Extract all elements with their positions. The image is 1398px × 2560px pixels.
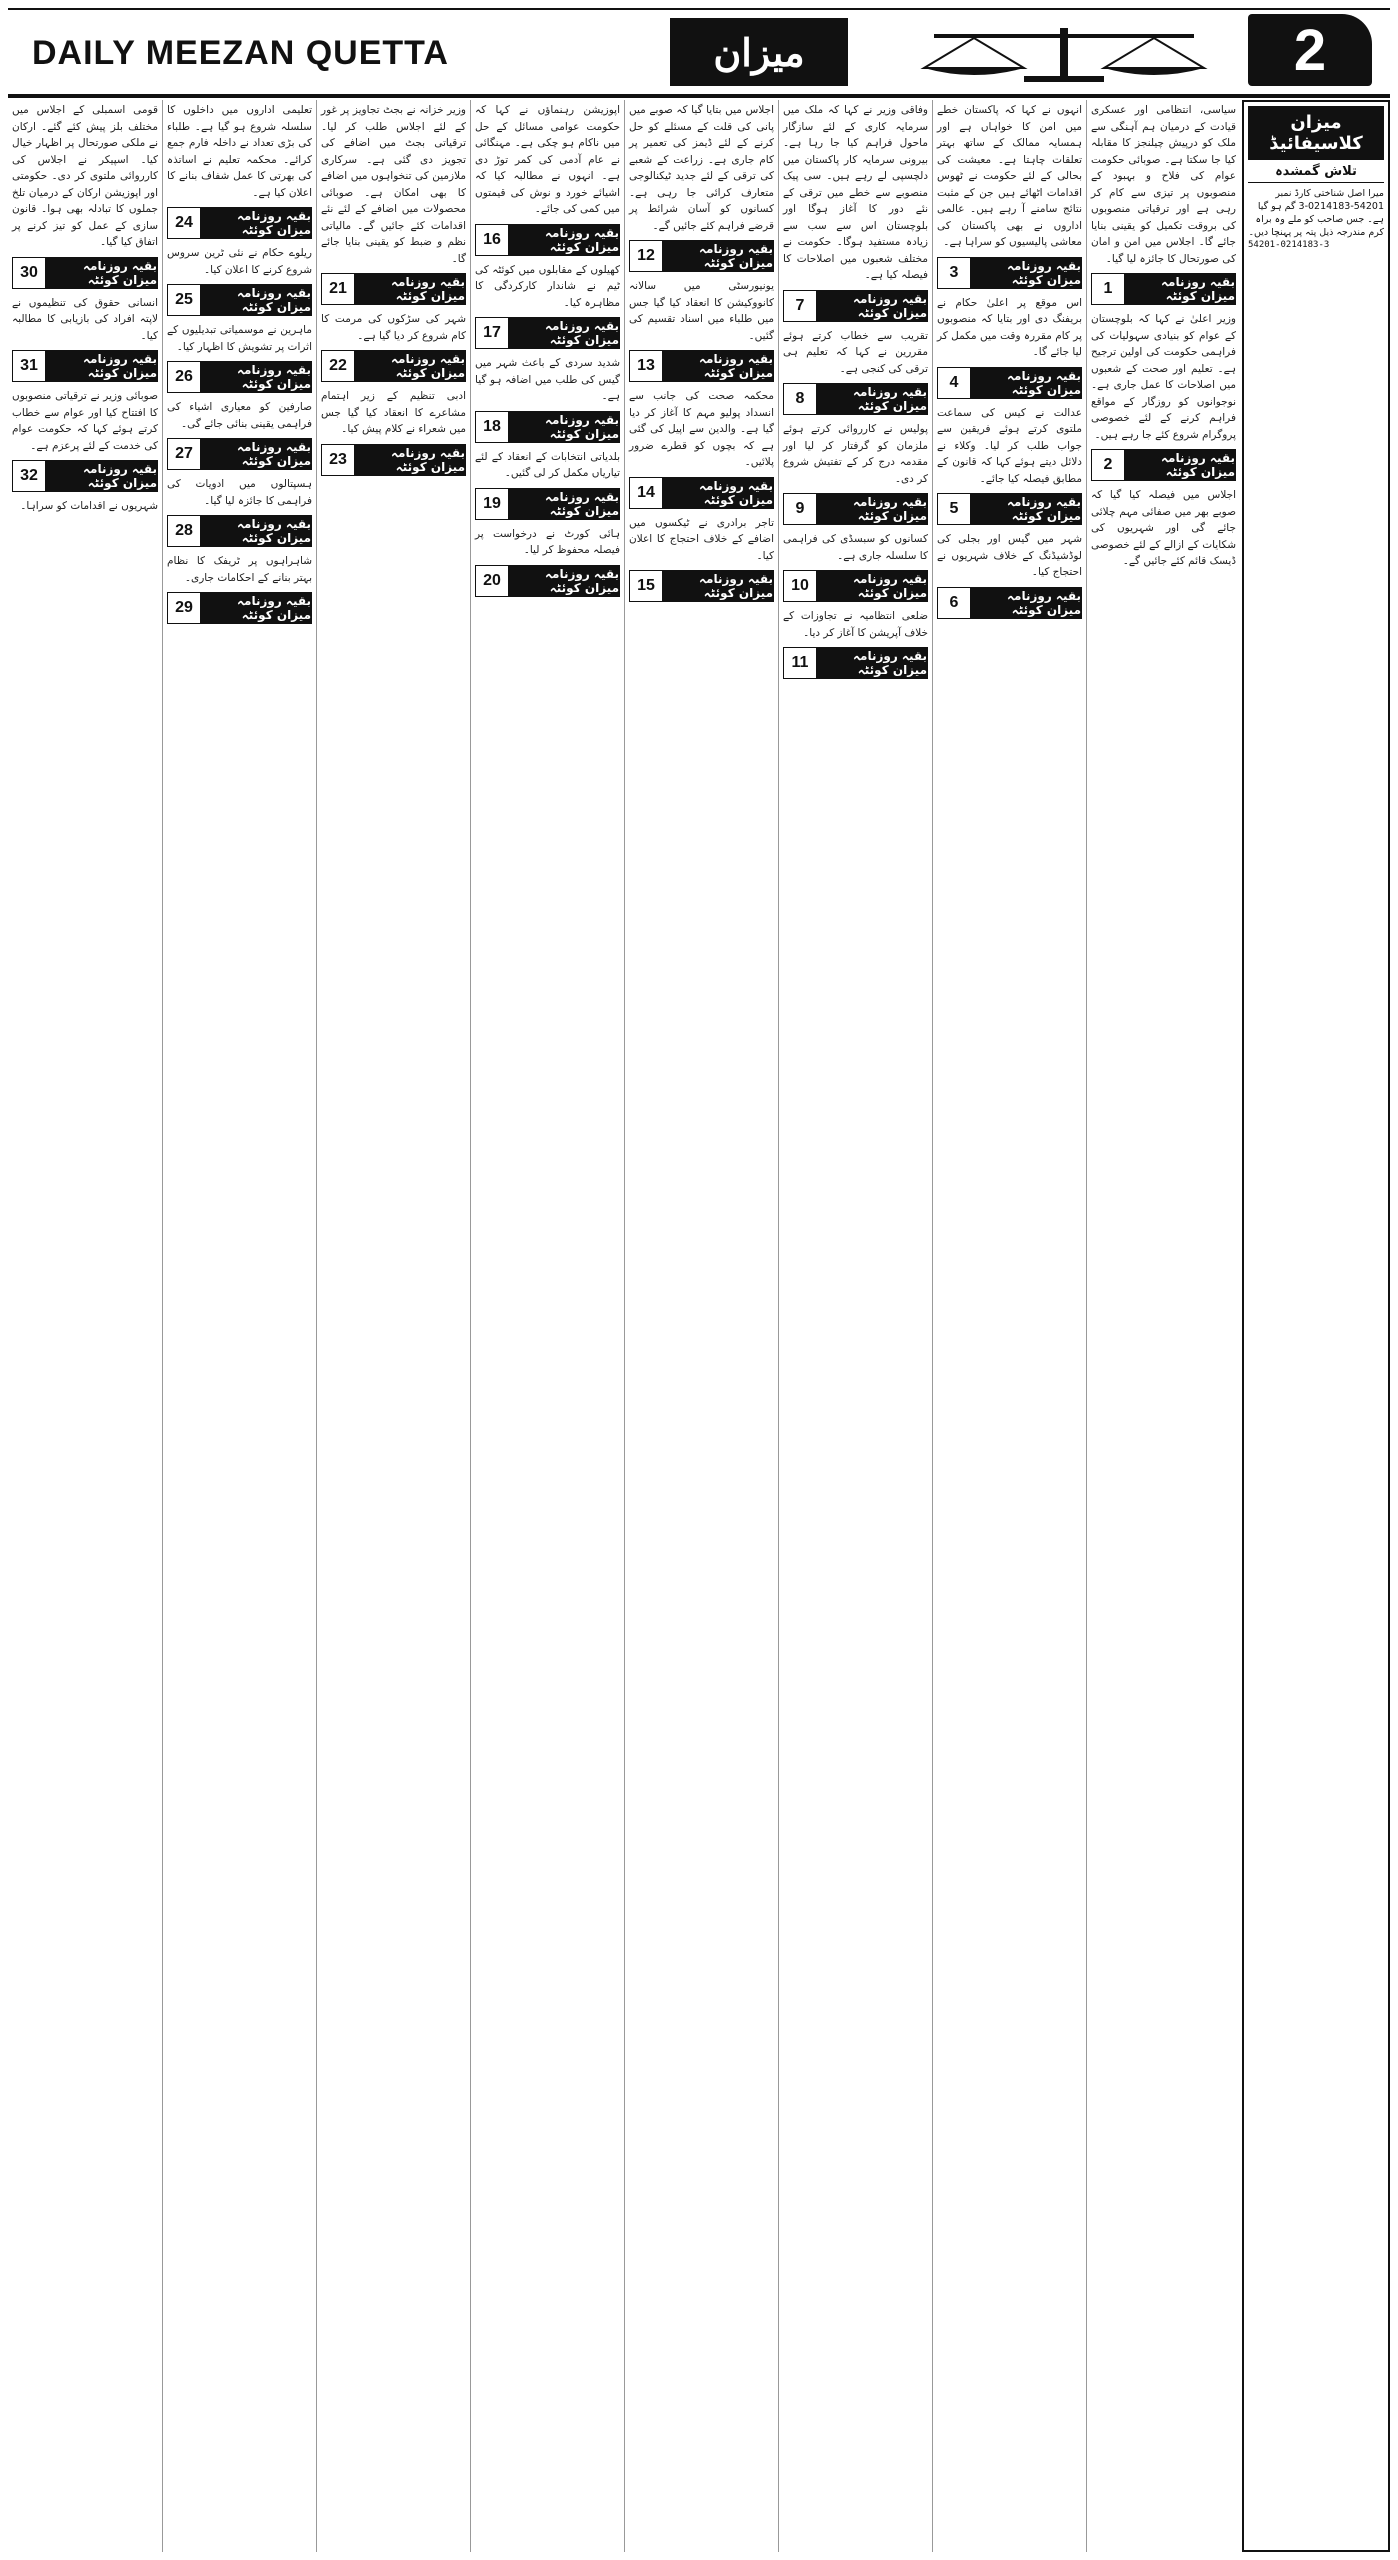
continuation-label: بقیہ روزنامہ میزان کوئٹہ	[509, 225, 619, 255]
article-text: ریلوے حکام نے نئی ٹرین سروس شروع کرنے کا اعلان کیا۔	[167, 247, 312, 276]
continuation-label: بقیہ روزنامہ میزان کوئٹہ	[971, 258, 1081, 288]
continuation-number: 21	[322, 274, 355, 304]
continuation-header	[167, 361, 312, 393]
continuation-header	[475, 224, 620, 256]
continuation-header	[475, 317, 620, 349]
continuation-label: بقیہ روزنامہ میزان کوئٹہ	[663, 351, 773, 381]
continuation-label: بقیہ روزنامہ میزان کوئٹہ	[201, 362, 311, 392]
continuation-number: 15	[630, 571, 663, 601]
classified-ad-text: میرا اصل شناختی کارڈ نمبر 54201-0214183-3 گم ہو گیا ہے۔ جس صاحب کو ملے وہ براہ کرم مندرجہ ذیل پتہ پر پہنچا دیں۔	[1248, 188, 1384, 238]
continuation-label: بقیہ روزنامہ میزان کوئٹہ	[663, 571, 773, 601]
article-text: سیاسی، انتظامی اور عسکری قیادت کے درمیان ہم آہنگی سے ملک کو درپیش چیلنجز کا مقابلہ کیا جا سکتا ہے۔ صوبائی حکومت عوام کی فلاح و بہبود کے منصوبوں پر تیزی سے کام کر رہی ہے اور ترقیاتی منصوبوں کی بروقت تکمیل کو یقینی بنایا جائے گا۔ اجلاس میں امن و امان کی صورتحال کا جائزہ لیا گیا۔	[1091, 104, 1236, 265]
article-text: شہریوں نے اقدامات کو سراہا۔	[20, 500, 158, 512]
continuation-header	[167, 207, 312, 239]
classified-phone: 54201-0214183-3	[1248, 240, 1330, 250]
classified-subtitle: تلاش گمشدہ	[1248, 164, 1384, 183]
continuation-number: 17	[476, 318, 509, 348]
article-text: ضلعی انتظامیہ نے تجاوزات کے خلاف آپریشن کا آغاز کر دیا۔	[783, 610, 928, 639]
continuation-label: بقیہ روزنامہ میزان کوئٹہ	[817, 648, 927, 678]
masthead	[8, 8, 1390, 98]
continuation-header	[783, 570, 928, 602]
continuation-header	[783, 493, 928, 525]
continuation-label: بقیہ روزنامہ میزان کوئٹہ	[201, 285, 311, 315]
continuation-number: 20	[476, 566, 509, 596]
article-text: تعلیمی اداروں میں داخلوں کا سلسلہ شروع ہو گیا ہے۔ طلباء کی بڑی تعداد نے داخلہ فارم جمع کرائے۔ محکمہ تعلیم نے اساتذہ کی بھرتی کا عمل شفاف بنانے کا اعلان کیا ہے۔	[167, 104, 312, 199]
article-text: محکمہ صحت کی جانب سے انسداد پولیو مہم کا آغاز کر دیا گیا ہے۔ والدین سے اپیل کی گئی ہے کہ بچوں کو قطرے ضرور پلائیں۔	[629, 390, 774, 468]
scale-of-justice-icon	[914, 24, 1214, 84]
continuation-number: 25	[168, 285, 201, 315]
continuation-number: 13	[630, 351, 663, 381]
classified-column	[1242, 100, 1390, 2552]
continuation-header	[1091, 449, 1236, 481]
continuation-label: بقیہ روزنامہ میزان کوئٹہ	[1125, 450, 1235, 480]
article-text: شاہراہوں پر ٹریفک کا نظام بہتر بنانے کے احکامات جاری۔	[167, 555, 312, 584]
article-text: یونیورسٹی میں سالانہ کانووکیشن کا انعقاد کیا گیا جس میں طلباء میں اسناد تقسیم کی گئیں۔	[629, 280, 774, 342]
page-number: 2	[1248, 14, 1372, 86]
continuation-header	[783, 383, 928, 415]
continuation-number: 27	[168, 439, 201, 469]
article-text: وزیر خزانہ نے بجٹ تجاویز پر غور کے لئے اجلاس طلب کر لیا۔ ترقیاتی بجٹ میں اضافے کی تجویز دی گئی ہے۔ سرکاری ملازمین کی تنخواہوں میں اضافے کا بھی امکان ہے۔ صوبائی محصولات میں اضافے کے لئے نئے اقدامات کئے جائیں گے۔ مالیاتی نظم و ضبط کو یقینی بنایا جائے گا۔	[321, 104, 466, 265]
article-text: ماہرین نے موسمیاتی تبدیلیوں کے اثرات پر تشویش کا اظہار کیا۔	[167, 324, 312, 353]
text-column-6	[316, 100, 470, 2552]
article-text: شہر کی سڑکوں کی مرمت کا کام شروع کر دیا گیا ہے۔	[321, 313, 466, 342]
continuation-number: 1	[1092, 274, 1125, 304]
continuation-label: بقیہ روزنامہ میزان کوئٹہ	[817, 384, 927, 414]
continuation-label: بقیہ روزنامہ میزان کوئٹہ	[663, 478, 773, 508]
article-text: ہائی کورٹ نے درخواست پر فیصلہ محفوظ کر لیا۔	[475, 527, 620, 556]
continuation-number: 14	[630, 478, 663, 508]
continuation-label: بقیہ روزنامہ میزان کوئٹہ	[509, 566, 619, 596]
article-text: قومی اسمبلی کے اجلاس میں مختلف بلز پیش کئے گئے۔ ارکان نے ملکی صورتحال پر اظہار خیال کیا۔ اسپیکر نے اجلاس کی کارروائی ملتوی کر دی۔ حکومتی اور اپوزیشن ارکان کے درمیان تلخ جملوں کا تبادلہ بھی ہوا۔ قانون سازی کے عمل کو تیز کرنے پر اتفاق کیا گیا۔	[12, 104, 158, 248]
continuation-number: 19	[476, 489, 509, 519]
continuation-header	[12, 460, 158, 492]
continuation-header	[475, 488, 620, 520]
continuation-header	[475, 565, 620, 597]
article-text: صارفین کو معیاری اشیاء کی فراہمی یقینی بنائی جائے گی۔	[167, 401, 312, 430]
text-column-5	[470, 100, 624, 2552]
article-text: کھیلوں کے مقابلوں میں کوئٹہ کی ٹیم نے شاندار کارکردگی کا مظاہرہ کیا۔	[475, 263, 620, 309]
text-column-4	[624, 100, 778, 2552]
continuation-number: 10	[784, 571, 817, 601]
continuation-header	[167, 438, 312, 470]
article-text: اس موقع پر اعلیٰ حکام نے بریفنگ دی اور بتایا کہ منصوبوں پر کام مقررہ وقت میں مکمل کر لیا جائے گا۔	[937, 296, 1082, 358]
continuation-label: بقیہ روزنامہ میزان کوئٹہ	[201, 593, 311, 623]
continuation-label: بقیہ روزنامہ میزان کوئٹہ	[971, 494, 1081, 524]
continuation-number: 24	[168, 208, 201, 238]
continuation-header	[321, 444, 466, 476]
continuation-number: 9	[784, 494, 817, 524]
urdu-logo: میزان	[670, 18, 848, 86]
article-text: اجلاس میں بتایا گیا کہ صوبے میں پانی کی قلت کے مسئلے کو حل کرنے کے لئے ڈیمز کی تعمیر پر کام جاری ہے۔ زراعت کے شعبے کی ترقی کے لئے جدید ٹیکنالوجی متعارف کرائی جا رہی ہے۔ کسانوں کو آسان شرائط پر قرضے فراہم کئے جائیں گے۔	[629, 104, 774, 232]
continuation-number: 31	[13, 351, 46, 381]
continuation-header	[937, 587, 1082, 619]
continuation-label: بقیہ روزنامہ میزان کوئٹہ	[46, 258, 157, 288]
continuation-label: بقیہ روزنامہ میزان کوئٹہ	[971, 588, 1081, 618]
continuation-header	[12, 257, 158, 289]
english-title: DAILY MEEZAN QUETTA	[32, 34, 449, 72]
article-text: کسانوں کو سبسڈی کی فراہمی کا سلسلہ جاری ہے۔	[783, 533, 928, 562]
text-column-7	[162, 100, 316, 2552]
continuation-number: 30	[13, 258, 46, 288]
continuation-label: بقیہ روزنامہ میزان کوئٹہ	[201, 439, 311, 469]
article-text: اجلاس میں فیصلہ کیا گیا کہ صوبے بھر میں صفائی مہم چلائی جائے گی اور شہریوں کی شکایات کے ازالے کے لئے خصوصی ڈیسک قائم کئے جائیں گے۔	[1091, 489, 1236, 567]
continuation-number: 32	[13, 461, 46, 491]
continuation-label: بقیہ روزنامہ میزان کوئٹہ	[509, 489, 619, 519]
continuation-number: 26	[168, 362, 201, 392]
continuation-label: بقیہ روزنامہ میزان کوئٹہ	[46, 461, 157, 491]
article-text: وفاقی وزیر نے کہا کہ ملک میں سرمایہ کاری کے لئے سازگار ماحول فراہم کیا جا رہا ہے۔ بیرونی سرمایہ کار پاکستان میں دلچسپی لے رہے ہیں۔ سی پیک منصوبے سے خطے میں ترقی کے نئے دور کا آغاز ہوگا اور بلوچستان اس سے سب سے زیادہ مستفید ہوگا۔ حکومت نے مختلف شعبوں میں اصلاحات کا فیصلہ کیا ہے۔	[783, 104, 928, 281]
continuation-header	[167, 515, 312, 547]
continuation-number: 7	[784, 291, 817, 321]
continuation-label: بقیہ روزنامہ میزان کوئٹہ	[817, 571, 927, 601]
continuation-number: 22	[322, 351, 355, 381]
continuation-header	[629, 350, 774, 382]
continuation-number: 5	[938, 494, 971, 524]
continuation-label: بقیہ روزنامہ میزان کوئٹہ	[817, 494, 927, 524]
continuation-number: 12	[630, 241, 663, 271]
continuation-header	[475, 411, 620, 443]
article-columns	[8, 100, 1390, 2552]
continuation-header	[937, 367, 1082, 399]
text-column-1	[1086, 100, 1240, 2552]
continuation-label: بقیہ روزنامہ میزان کوئٹہ	[509, 412, 619, 442]
article-text: صوبائی وزیر نے ترقیاتی منصوبوں کا افتتاح کیا اور عوام سے خطاب کرتے ہوئے کہا کہ حکومت عوام کی خدمت کے لئے پرعزم ہے۔	[12, 390, 158, 452]
continuation-label: بقیہ روزنامہ میزان کوئٹہ	[355, 274, 465, 304]
continuation-header	[167, 592, 312, 624]
article-text: ہسپتالوں میں ادویات کی فراہمی کا جائزہ لیا گیا۔	[167, 478, 312, 507]
continuation-header	[937, 257, 1082, 289]
continuation-number: 4	[938, 368, 971, 398]
classified-ad	[1248, 187, 1384, 252]
article-text: وزیر اعلیٰ نے کہا کہ بلوچستان کے عوام کو بنیادی سہولیات کی فراہمی حکومت کی اولین ترجیح ہے۔ تعلیم اور صحت کے شعبوں میں اصلاحات کا عمل جاری ہے۔ نوجوانوں کو روزگار کے مواقع فراہم کرنے کے لئے خصوصی پروگرام شروع کئے جا رہے ہیں۔	[1091, 313, 1236, 441]
continuation-label: بقیہ روزنامہ میزان کوئٹہ	[971, 368, 1081, 398]
article-text: اپوزیشن رہنماؤں نے کہا کہ حکومت عوامی مسائل کے حل میں ناکام ہو چکی ہے۔ مہنگائی نے عام آدمی کی کمر توڑ دی ہے۔ انہوں نے مطالبہ کیا کہ اشیائے خورد و نوش کی قیمتوں میں کمی کی جائے۔	[475, 104, 620, 215]
continuation-header	[321, 273, 466, 305]
continuation-header	[321, 350, 466, 382]
article-text: انہوں نے کہا کہ پاکستان خطے میں امن کا خواہاں ہے اور ہمسایہ ممالک کے ساتھ بہتر تعلقات چاہتا ہے۔ معیشت کی بحالی کے لئے حکومت نے ٹھوس اقدامات اٹھائے ہیں جن کے مثبت نتائج سامنے آ رہے ہیں۔ عالمی اداروں نے بھی پاکستان کی معاشی پالیسیوں کو سراہا ہے۔	[937, 104, 1082, 248]
text-column-3	[778, 100, 932, 2552]
article-text: عدالت نے کیس کی سماعت ملتوی کرتے ہوئے فریقین سے جواب طلب کر لیا۔ وکلاء نے دلائل دیتے ہوئے کہا کہ قانون کے مطابق فیصلہ کیا جائے۔	[937, 406, 1082, 485]
continuation-header	[629, 240, 774, 272]
continuation-header	[167, 284, 312, 316]
continuation-number: 18	[476, 412, 509, 442]
continuation-number: 28	[168, 516, 201, 546]
continuation-number: 3	[938, 258, 971, 288]
article-text: بلدیاتی انتخابات کے انعقاد کے لئے تیاریاں مکمل کر لی گئیں۔	[475, 450, 620, 479]
continuation-header	[783, 647, 928, 679]
continuation-label: بقیہ روزنامہ میزان کوئٹہ	[1125, 274, 1235, 304]
continuation-label: بقیہ روزنامہ میزان کوئٹہ	[663, 241, 773, 271]
continuation-label: بقیہ روزنامہ میزان کوئٹہ	[201, 208, 311, 238]
continuation-number: 23	[322, 445, 355, 475]
continuation-header	[629, 477, 774, 509]
continuation-header	[783, 290, 928, 322]
continuation-header	[937, 493, 1082, 525]
continuation-number: 16	[476, 225, 509, 255]
continuation-number: 8	[784, 384, 817, 414]
continuation-label: بقیہ روزنامہ میزان کوئٹہ	[355, 351, 465, 381]
continuation-label: بقیہ روزنامہ میزان کوئٹہ	[509, 318, 619, 348]
article-text: انسانی حقوق کی تنظیموں نے لاپتہ افراد کی بازیابی کا مطالبہ کیا۔	[12, 296, 158, 342]
article-text: پولیس نے کارروائی کرتے ہوئے ملزمان کو گرفتار کر لیا اور مقدمہ درج کر کے تفتیش شروع کر دی۔	[783, 423, 928, 485]
article-text: تاجر برادری نے ٹیکسوں میں اضافے کے خلاف احتجاج کا اعلان کیا۔	[629, 516, 774, 562]
article-text: شدید سردی کے باعث شہر میں گیس کی طلب میں اضافہ ہو گیا ہے۔	[475, 357, 620, 402]
continuation-number: 6	[938, 588, 971, 618]
continuation-number: 29	[168, 593, 201, 623]
continuation-label: بقیہ روزنامہ میزان کوئٹہ	[355, 445, 465, 475]
continuation-number: 2	[1092, 450, 1125, 480]
continuation-number: 11	[784, 648, 817, 678]
continuation-label: بقیہ روزنامہ میزان کوئٹہ	[46, 351, 157, 381]
continuation-header	[629, 570, 774, 602]
text-column-8	[8, 100, 162, 2552]
continuation-header	[1091, 273, 1236, 305]
article-text: تقریب سے خطاب کرتے ہوئے مقررین نے کہا کہ تعلیم ہی ترقی کی کنجی ہے۔	[783, 329, 928, 375]
article-text: شہر میں گیس اور بجلی کی لوڈشیڈنگ کے خلاف شہریوں نے احتجاج کیا۔	[937, 533, 1082, 578]
continuation-header	[12, 350, 158, 382]
continuation-label: بقیہ روزنامہ میزان کوئٹہ	[817, 291, 927, 321]
article-text: ادبی تنظیم کے زیر اہتمام مشاعرے کا انعقاد کیا گیا جس میں شعراء نے کلام پیش کیا۔	[321, 390, 466, 435]
classified-title: میزان کلاسیفائیڈ	[1248, 106, 1384, 160]
continuation-label: بقیہ روزنامہ میزان کوئٹہ	[201, 516, 311, 546]
text-column-2	[932, 100, 1086, 2552]
newspaper-page	[8, 8, 1390, 2552]
